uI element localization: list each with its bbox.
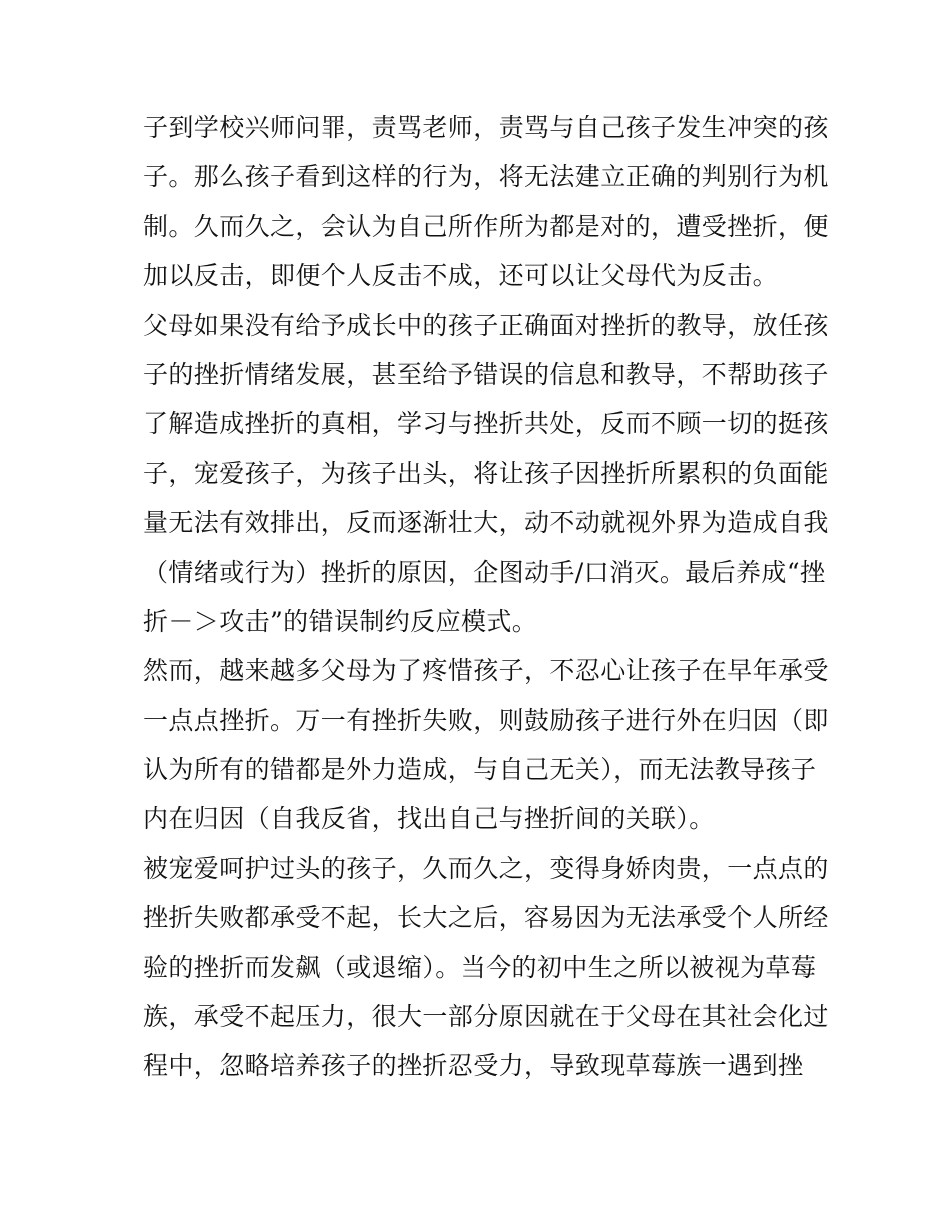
text-line: 程中，忽略培养孩子的挫折忍受力，导致现草莓族一遇到挫 (143, 1051, 804, 1081)
text-line: 被宠爱呵护过头的孩子，久而久之，变得身娇肉贵，一点点的 (143, 853, 829, 883)
text-line: 父母如果没有给予成长中的孩子正确面对挫折的教导，放任孩 (143, 310, 829, 340)
text-line: 内在归因（自我反省，找出自己与挫折间的关联）。 (143, 804, 715, 834)
text-line: 子。那么孩子看到这样的行为，将无法建立正确的判别行为机 (143, 162, 829, 192)
text-line: 一点点挫折。万一有挫折失败，则鼓励孩子进行外在归因（即 (143, 705, 829, 735)
text-line: 制。久而久之，会认为自己所作所为都是对的，遭受挫折，便 (143, 211, 829, 241)
text-line: 子的挫折情绪发展，甚至给予错误的信息和教导，不帮助孩子 (143, 359, 829, 389)
text-line: （情绪或行为）挫折的原因，企图动手/口消灭。最后养成“挫 (143, 557, 826, 587)
text-line: 族，承受不起压力，很大一部分原因就在于父母在其社会化过 (143, 1002, 829, 1032)
text-line: 加以反击，即便个人反击不成，还可以让父母代为反击。 (143, 261, 779, 291)
text-line: 验的挫折而发飙（或退缩）。当今的初中生之所以被视为草莓 (143, 952, 817, 982)
text-line: 然而，越来越多父母为了疼惜孩子，不忍心让孩子在早年承受 (143, 656, 829, 686)
text-line: 认为所有的错都是外力造成，与自己无关），而无法教导孩子 (143, 755, 817, 785)
text-line: 子到学校兴师问罪，责骂老师，责骂与自己孩子发生冲突的孩 (143, 113, 829, 142)
text-line: 挫折失败都承受不起，长大之后，容易因为无法承受个人所经 (143, 903, 829, 933)
text-line: 了解造成挫折的真相，学习与挫折共处，反而不顾一切的挺孩 (143, 409, 829, 439)
body-text (143, 103, 829, 1091)
text-line: 折－＞攻击”的错误制约反应模式。 (143, 606, 538, 636)
text-line: 量无法有效排出，反而逐渐壮大，动不动就视外界为造成自我 (143, 508, 829, 538)
text-line: 子，宠爱孩子，为孩子出头，将让孩子因挫折所累积的负面能 (143, 458, 829, 488)
